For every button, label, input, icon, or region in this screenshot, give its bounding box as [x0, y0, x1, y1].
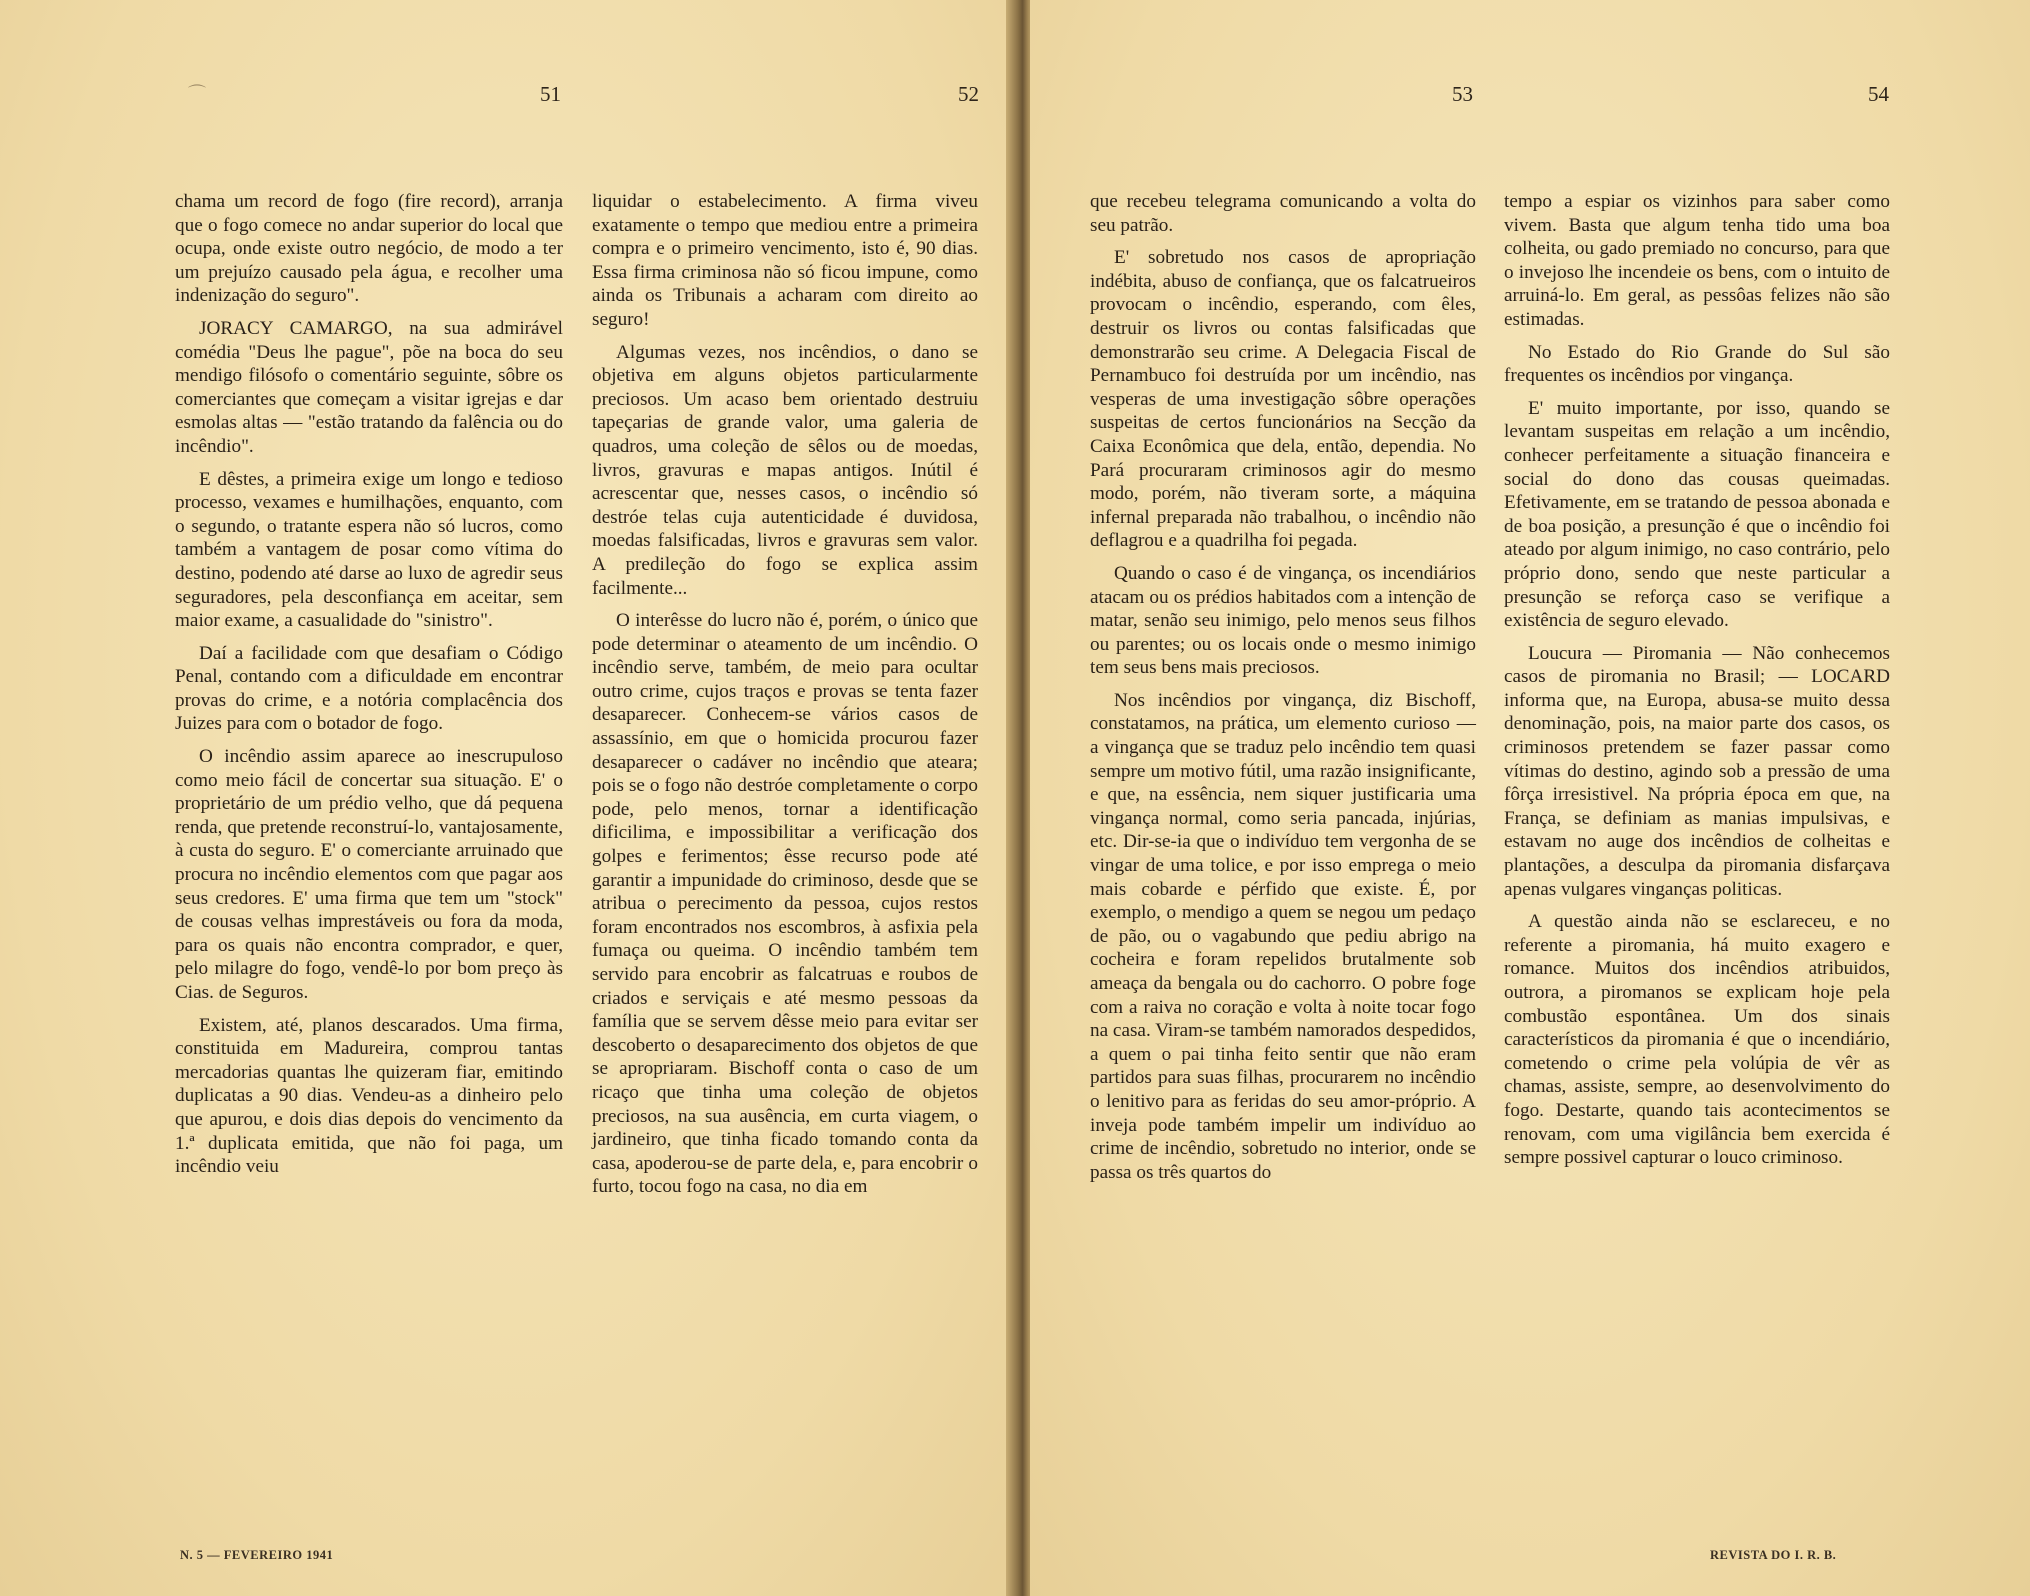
footer-journal: REVISTA DO I. R. B.	[1710, 1548, 1837, 1562]
column-page-52	[592, 190, 978, 1208]
paragraph: tempo a espiar os vizinhos para saber como vivem. Basta que algum tenha tido uma boa colheita, ou gado premiado no concurso, para que o invejoso lhe incendeie os bens, com o intuito de arruiná-lo. Em geral, as pessôas felizes não são estimadas.	[1504, 191, 1890, 330]
paragraph: A questão ainda não se esclareceu, e no referente a piromania, há muito exagero e romance. Muitos dos incêndios atribuidos, outrora, a piromanos se explicam hoje pela combustão espontânea. Um dos sinais característicos da piromania é que o incendiário, cometendo o crime pela volúpia de vêr as chamas, assiste, sempre, ao desenvolvimento do fogo. Destarte, quando tais acontecimentos se renovam, com uma vigilância bem exercida é sempre possivel capturar o louco criminoso.	[1504, 911, 1890, 1169]
paragraph: Quando o caso é de vingança, os incendiários atacam ou os prédios habitados com a intenção de matar, senão seu inimigo, pelo menos seus filhos ou parentes; ou os locais onde o mesmo inimigo tem seus bens mais preciosos.	[1090, 562, 1476, 679]
paragraph: No Estado do Rio Grande do Sul são frequentes os incêndios por vingança.	[1504, 341, 1890, 387]
page-number-53: 53	[1452, 82, 1473, 106]
paragraph: E' muito importante, por isso, quando se levantam suspeitas em relação a um incêndio, conhecer perfeitamente a situação financeira e social do dono das cousas queimadas. Efetivamente, em se tratando de pessoa abonada e de boa posição, a presunção é que o incêndio foi ateado por algum inimigo, no caso contrário, pelo próprio dono, sendo que neste particular a presunção se reforça caso se verifique a existência de seguro elevado.	[1504, 397, 1890, 632]
page-mark: ⌒	[188, 84, 206, 104]
paragraph: E dêstes, a primeira exige um longo e tedioso processo, vexames e humilhações, enquanto, com o segundo, o tratante espera não só lucros, como também a vantagem de posar como vítima do destino, podendo até darse ao luxo de agredir seus seguradores, pela desconfiança em aceitar, sem maior exame, a casualidade do "sinistro".	[175, 468, 563, 632]
column-page-54	[1504, 190, 1890, 1179]
footer-issue: N. 5 — FEVEREIRO 1941	[180, 1548, 334, 1562]
paragraph: Algumas vezes, nos incêndios, o dano se objetiva em alguns objetos particularmente preciosos. Um acaso bem orientado destruiu tapeçarias de grande valor, uma galeria de quadros, uma coleção de sêlos ou de moedas, livros, gravuras e mapas antigos. Inútil é acrescentar que, nesses casos, o incêndio só destróe telas cuja autenticidade é duvidosa, moedas falsificadas, livros e gravuras sem valor. A predileção do fogo se explica assim facilmente...	[592, 341, 978, 599]
paragraph: Nos incêndios por vingança, diz Bischoff, constatamos, na prática, um elemento curioso — a vingança que se traduz pelo incêndio tem quasi sempre um motivo fútil, uma razão insignificante, e que, na essência, nem siquer justificaria uma vingança normal, como seria pancada, injúrias, etc. Dir-se-ia que o indivíduo tem vergonha de se vingar de uma tolice, e por isso emprega o meio mais cobarde e pérfido que existe. É, por exemplo, o mendigo a quem se negou um pedaço de pão, ou o vagabundo que pediu abrigo na cocheira e foram repelidos brutalmente sob ameaça da bengala ou do cachorro. O pobre foge com a raiva no coração e volta à noite tocar fogo na casa. Viram-se também namorados despedidos, a quem o pai tinha feito sentir que não eram partidos para suas filhas, procurarem no incêndio o lenitivo para as feridas do seu amor-próprio. A inveja pode também impelir um indivíduo ao crime de incêndio, sobretudo no interior, onde se passa os três quartos do	[1090, 689, 1476, 1183]
page-number-54: 54	[1868, 82, 1889, 106]
paragraph: O interêsse do lucro não é, porém, o único que pode determinar o ateamento de um incêndio. O incêndio serve, também, de meio para ocultar outro crime, cujos traços e provas se tenta fazer desaparecer. Conhecem-se vários casos de assassínio, em que o homicida procurou fazer desaparecer o cadáver no incêndio que ateara; pois se o fogo não destróe completamente o corpo pode, pelo menos, tornar a identificação dificilima, e impossibilitar a verificação dos golpes e ferimentos; êsse recurso pode até garantir a impunidade do criminoso, desde que se atribua o perecimento da pessoa, cujos restos foram encontrados nos escombros, à asfixia pela fumaça ou queima. O incêndio também tem servido para encobrir as falcatruas e roubos de criados e serviçais e até mesmo pessoas da família que se servem dêsse meio para evitar ser descoberto o desaparecimento dos objetos de que se apropriaram. Bischoff conta o caso de um ricaço que tinha uma coleção de objetos preciosos, na sua ausência, em curta viagem, o jardineiro, que tinha ficado tomando conta da casa, apoderou-se de parte dela, e, para encobrir o furto, tocou fogo na casa, no dia em	[592, 610, 978, 1198]
left-page	[0, 0, 1012, 1596]
paragraph: chama um record de fogo (fire record), arranja que o fogo comece no andar superior do local que ocupa, onde existe outro negócio, de modo a ter um prejuízo causado pela água, e recolher uma indenização do seguro".	[175, 191, 563, 307]
paragraph: JORACY CAMARGO, na sua admirável comédia "Deus lhe pague", põe na boca do seu mendigo filósofo o comentário seguinte, sôbre os comerciantes que começam a visitar igrejas e dar esmolas altas — "estão tratando da falência ou do incêndio".	[175, 317, 563, 457]
paragraph: que recebeu telegrama comunicando a volta do seu patrão.	[1090, 191, 1476, 236]
page-number-52: 52	[958, 82, 979, 106]
right-page	[1030, 0, 2030, 1596]
paragraph: E' sobretudo nos casos de apropriação indébita, abuso de confiança, que os falcatrueiros provocam o incêndio, esperando, com êles, destruir os livros ou contas falsificadas que demonstrarão seu crime. A Delegacia Fiscal de Pernambuco foi destruída por um incêndio, nas vesperas de uma investigação sôbre operações suspeitas de certos funcionários na Secção da Caixa Econômica que dela, então, dependia. No Pará procuraram criminosos agir do mesmo modo, porém, não tiveram sorte, a máquina infernal preparada não trabalhou, o incêndio não deflagrou e a quadrilha foi pegada.	[1090, 247, 1476, 552]
page-number-51: 51	[540, 82, 561, 106]
paragraph: Loucura — Piromania — Não conhecemos casos de piromania no Brasil; — LOCARD informa que, na Europa, abusa-se muito dessa denominação, pois, na maior parte dos casos, os criminosos pretendem se fazer passar como vítimas do destino, agindo sob a pressão de uma fôrça irresistivel. Na própria época em que, na França, se definiam as manias impulsivas, e estavam no auge dos incêndios de colheitas e plantações, a desculpa da piromania disfarçava apenas vulgares vinganças politicas.	[1504, 642, 1890, 900]
column-page-51	[175, 190, 563, 1188]
paragraph: O incêndio assim aparece ao inescrupuloso como meio fácil de concertar sua situação. E' o proprietário de um prédio velho, que dá pequena renda, que pretende reconstruí-lo, vantajosamente, à custa do seguro. E' o comerciante arruinado que procura no incêndio elementos com que pagar aos seus credores. E' uma firma que tem um "stock" de cousas velhas imprestáveis ou fora da moda, para os quais não encontra comprador, e quer, pelo milagre do fogo, vendê-lo por bom preço às Cias. de Seguros.	[175, 746, 563, 1003]
paragraph: Existem, até, planos descarados. Uma firma, constituida em Madureira, comprou tantas mercadorias quantas lhe quizeram fiar, emitindo duplicatas a 90 dias. Vendeu-as a dinheiro pelo que apurou, e dois dias depois do vencimento da 1.ª duplicata emitida, que não foi paga, um incêndio veiu	[175, 1014, 563, 1178]
paragraph: liquidar o estabelecimento. A firma viveu exatamente o tempo que mediou entre a primeira compra e o primeiro vencimento, isto é, 90 dias. Essa firma criminosa não só ficou impune, como ainda os Tribunais a acharam com direito ao seguro!	[592, 191, 978, 330]
paragraph: Daí a facilidade com que desafiam o Código Penal, contando com a dificuldade em encontrar provas do crime, e a notória complacência dos Juizes para com o botador de fogo.	[175, 642, 563, 735]
column-page-53	[1090, 190, 1476, 1193]
